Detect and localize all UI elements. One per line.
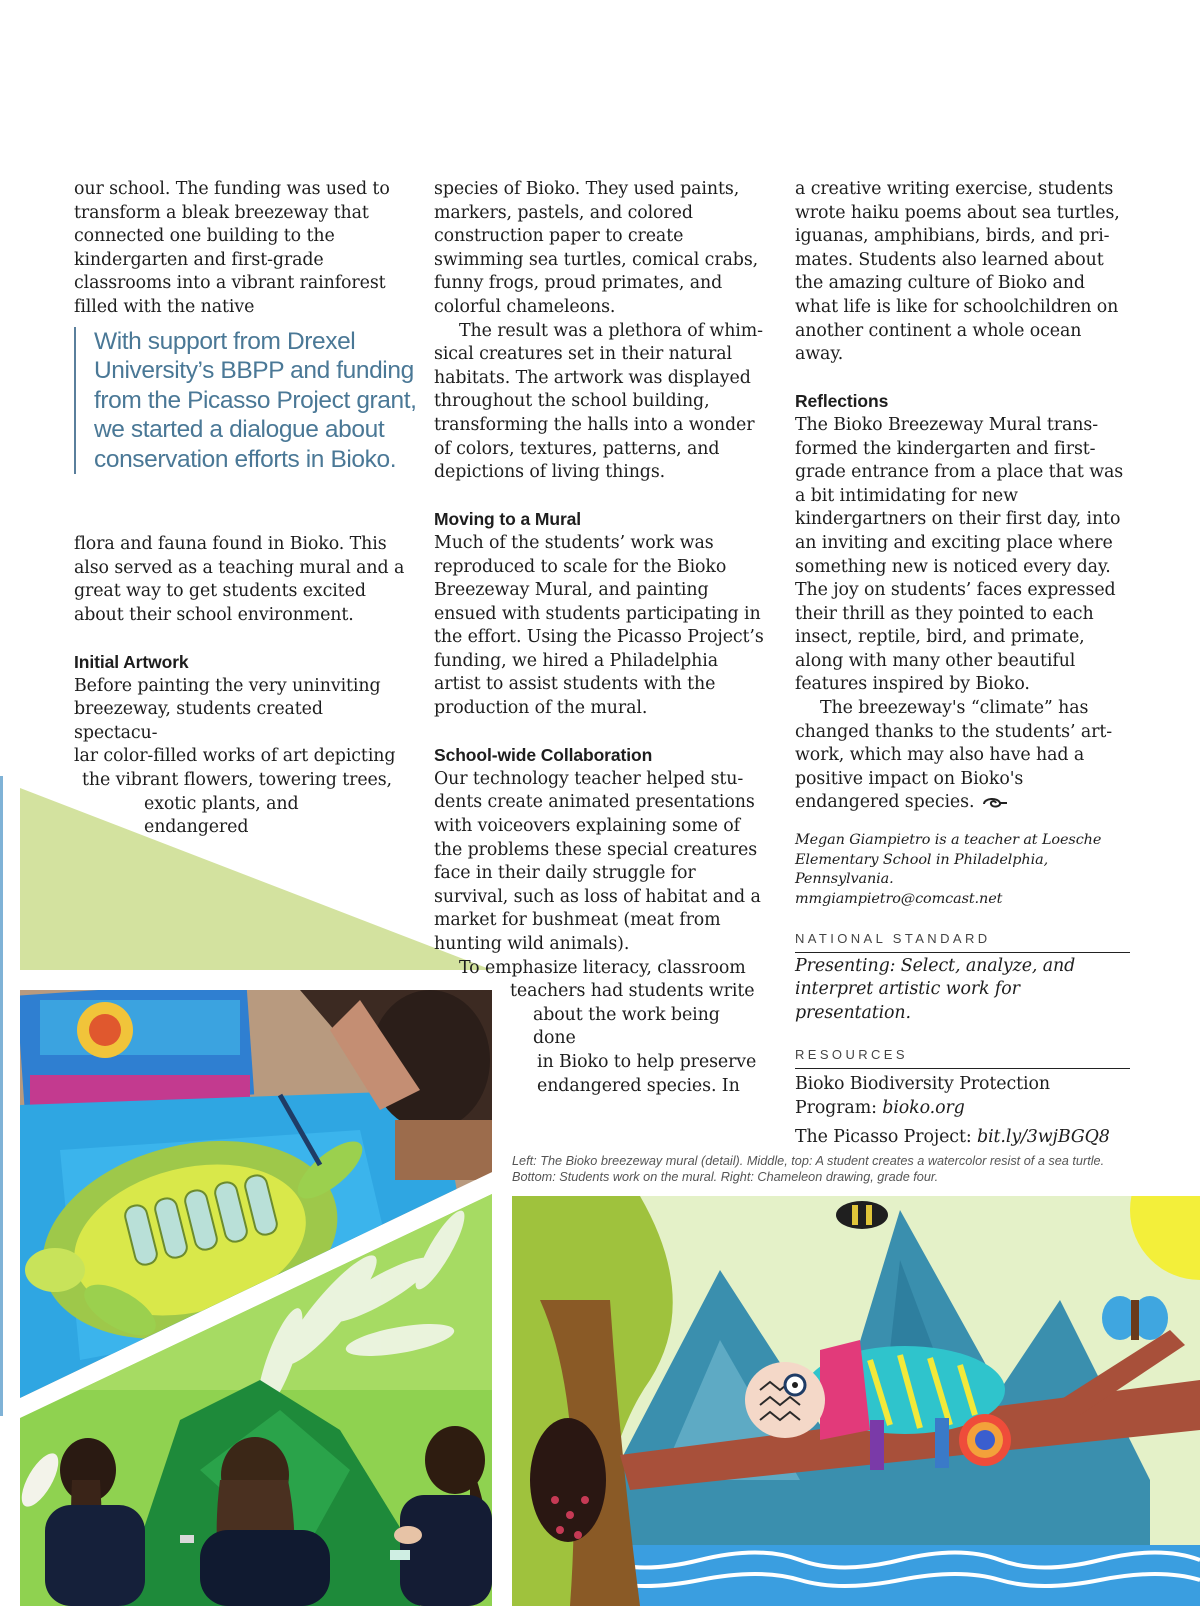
resource-picasso-name: The Picasso Project: bbox=[795, 1127, 972, 1148]
para5-line: teachers had students write bbox=[510, 981, 755, 1002]
heading-school-wide-collaboration: School-wide Collaboration bbox=[434, 745, 653, 766]
para3-line: the vibrant flowers, towering trees, bbox=[82, 769, 392, 790]
column3-paragraph-3 bbox=[795, 697, 1130, 815]
column2-paragraph-3: Much of the students’ work was reproduced to scale for the Bioko Breezeway Mural, and painting ensued with students participating in the effort. Using the Picasso Project’s funding, we hired a Philadelphia artist to assist students with the production of the mural. bbox=[434, 532, 764, 719]
article-column-2 bbox=[434, 178, 766, 1098]
column3-paragraph-3-text: The breezeway's “climate” has changed thanks to the students’ artwork, which may also have had a positive impact on Bioko's endangered species. bbox=[795, 698, 1113, 813]
butterfly-drawing bbox=[1102, 1296, 1168, 1340]
national-standard-text: Presenting: Select, analyze, and interpret artistic work for presentation. bbox=[795, 955, 1076, 1023]
resource-picasso bbox=[795, 1126, 1130, 1150]
heading-reflections: Reflections bbox=[795, 391, 889, 412]
para3-line: breezeway, students created spectacu- bbox=[74, 699, 323, 743]
column1-paragraph-1: our school. The funding was used to transform a bleak breezeway that connected one building to the kindergarten and first-grade classrooms into a vibrant rainforest filled with the native bbox=[74, 179, 390, 317]
resource-picasso-link[interactable]: bit.ly/3wjBGQ8 bbox=[977, 1127, 1110, 1148]
author-email: mmgiampietro@comcast.net bbox=[795, 890, 1003, 907]
article-column-1-continued bbox=[74, 533, 406, 840]
author-bio: Megan Giampietro is a teacher at Loesche Elementary School in Philadelphia, Pennsylvania. bbox=[795, 832, 1102, 888]
mural-edge-strip bbox=[0, 776, 3, 1416]
chameleon-drawing bbox=[512, 1140, 1200, 1606]
heading-moving-to-a-mural: Moving to a Mural bbox=[434, 509, 582, 530]
column2-paragraph-2: The result was a plethora of whimsical creatures set in their natural habitats. The artwork was displayed throughout the school building, transforming the halls into a wonder of colors, textures, patterns, and depictions of living things. bbox=[434, 320, 764, 483]
column3-paragraph-2: The Bioko Breezeway Mural transformed the kindergarten and first-grade entrance from a place that was a bit intimidating for new kindergartners on their first day, into an inviting and exciting place where something new is noticed every day. The joy on students’ faces expressed their thrill as they pointed to each insect, reptile, bird, and primate, along with many other beautiful features inspired by Bioko. bbox=[795, 414, 1124, 695]
resource-bbpp-name: Bioko Biodiversity Protection Program: bbox=[795, 1074, 1050, 1118]
resources-label: RESOURCES bbox=[795, 1043, 1130, 1069]
resource-bbpp-link[interactable]: bioko.org bbox=[882, 1097, 965, 1118]
column1-paragraph-3 bbox=[74, 675, 406, 840]
pull-quote: With support from Drexel University’s BBPP and funding from the Picasso Project grant, we started a dialogue about conservation efforts in Bioko. bbox=[74, 327, 424, 474]
para5-line: endangered species. In bbox=[537, 1075, 740, 1096]
article-column-3 bbox=[795, 178, 1130, 1150]
heading-initial-artwork: Initial Artwork bbox=[74, 651, 189, 672]
para5-line: about the work being done bbox=[533, 1004, 720, 1049]
column1-paragraph-2: flora and fauna found in Bioko. This also served as a teaching mural and a great way to get students excited about their school environment. bbox=[74, 534, 405, 625]
column2-paragraph-5 bbox=[434, 957, 766, 1099]
resource-bbpp bbox=[795, 1073, 1130, 1120]
photo-caption: Left: The Bioko breezeway mural (detail). Middle, top: A student creates a watercolor resist of a sea turtle. Bottom: Students work on the mural. Right: Chameleon drawing, grade four. bbox=[512, 1154, 1105, 1184]
column2-paragraph-4: Our technology teacher helped students create animated presentations with voiceovers explaining some of the problems these special creatures face in their daily struggle for survival, such as loss of habitat and a market for bushmeat (meat from hunting wild animals). bbox=[434, 768, 761, 954]
article-column-1 bbox=[74, 178, 406, 320]
para3-line: Before painting the very uninviting bbox=[74, 675, 381, 696]
para5-line: To emphasize literacy, classroom bbox=[459, 957, 746, 978]
column2-paragraph-1: species of Bioko. They used paints, markers, pastels, and colored construction paper to create swimming sea turtles, comical crabs, funny frogs, proud primates, and colorful chameleons. bbox=[434, 179, 759, 317]
column3-paragraph-1: a creative writing exercise, students wrote haiku poems about sea turtles, iguanas, amphibians, birds, and primates. Students also learned about the amazing culture of Bioko and what life is like for schoolchildren on another continent a whole ocean away. bbox=[795, 179, 1120, 365]
para3-line: lar color-filled works of art depicting bbox=[74, 746, 396, 767]
end-mark-icon bbox=[980, 795, 1008, 811]
para5-line: in Bioko to help preserve bbox=[537, 1051, 757, 1072]
national-standard-label: NATIONAL STANDARD bbox=[795, 927, 1130, 953]
para3-line: exotic plants, and endangered bbox=[144, 793, 299, 838]
